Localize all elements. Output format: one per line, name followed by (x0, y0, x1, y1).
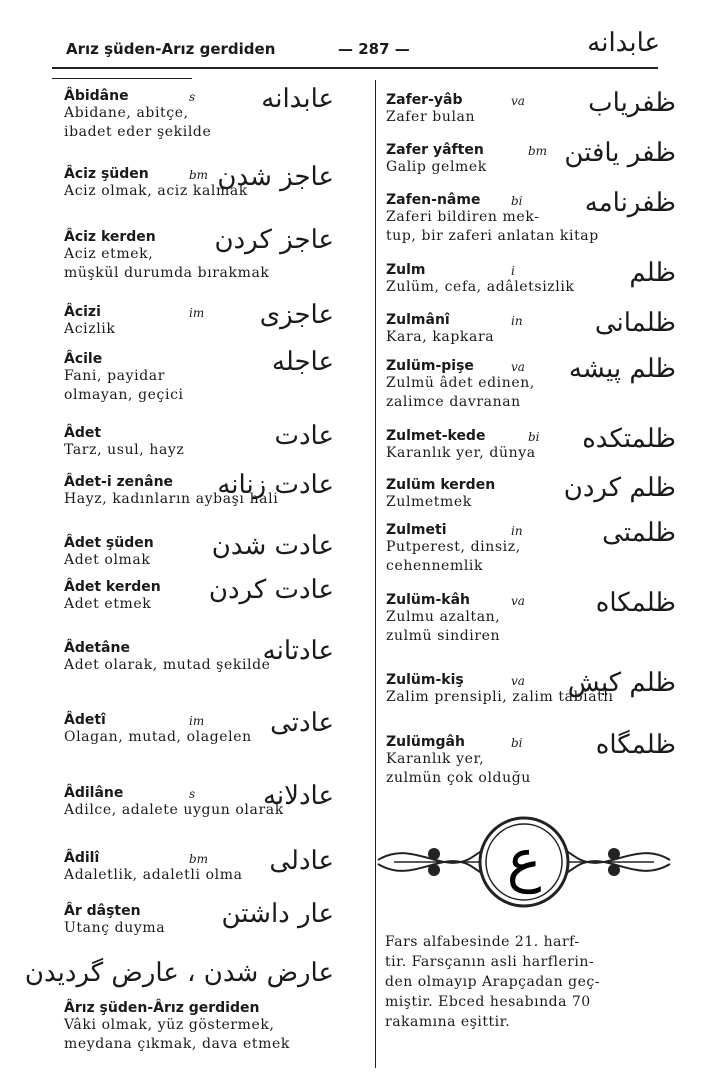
entry-arabic: عادت (274, 421, 334, 451)
entry-arabic: عادتانه (262, 636, 334, 666)
ornament-letter: ع (506, 826, 542, 894)
entry-headword: Zulmeti (386, 522, 447, 538)
dictionary-entry (386, 730, 676, 786)
page-header (0, 0, 708, 70)
note-line: den olmayıp Arapçadan geç- (385, 974, 600, 990)
entry-headword: Zulüm-kiş (386, 672, 464, 688)
entry-arabic: عادتى (270, 708, 334, 738)
entry-part-of-speech: va (511, 594, 525, 608)
entry-definition: Zulüm, cefa, adâletsizlik (386, 279, 575, 295)
dictionary-entry (386, 424, 676, 468)
entry-part-of-speech: in (511, 524, 523, 538)
entry-headword: Zafen-nâme (386, 192, 481, 208)
entry-definition: Adaletlik, adaletli olma (64, 867, 243, 883)
dictionary-entry (386, 188, 676, 244)
entry-definition: Adet olarak, mutad şekilde (64, 657, 271, 673)
note-line: miştir. Ebced hesabında 70 (385, 994, 591, 1010)
entry-arabic: عاجله (271, 347, 334, 377)
entry-headword: Zulüm-kâh (386, 592, 471, 608)
entry-definition: cehennemlik (386, 558, 484, 574)
alphabet-note (385, 932, 675, 1032)
dictionary-entry (386, 473, 676, 517)
entry-definition: Zulmü âdet edinen, (386, 375, 535, 391)
entry-arabic: عادلانه (262, 781, 334, 811)
entry-headword: Âdet şüden (64, 535, 154, 551)
entry-definition: ibadet eder şekilde (64, 124, 212, 140)
dictionary-entry (64, 899, 334, 943)
dictionary-entry (64, 347, 334, 403)
entry-part-of-speech: bi (511, 194, 523, 208)
entry-headword: Zulümgâh (386, 734, 465, 750)
dictionary-entry (386, 308, 676, 352)
entry-definition: Abidane, abitçe, (64, 105, 189, 121)
entry-arabic: ظلمتى (602, 518, 676, 548)
entry-definition: Fani, payidar (64, 368, 166, 384)
entry-arabic: عادت شدن (211, 531, 334, 561)
entry-arabic: عاجزى (259, 300, 334, 330)
entry-headword: Âbidâne (64, 88, 129, 104)
dictionary-entry (64, 781, 334, 825)
entry-arabic: عار داشتن (221, 899, 334, 929)
entry-definition: tup, bir zaferi anlatan kitap (386, 228, 599, 244)
dictionary-entry (386, 518, 676, 574)
note-line: rakamına eşittir. (385, 1014, 511, 1030)
entry-definition: Adet olmak (64, 552, 151, 568)
entry-headword: Zulm (386, 262, 426, 278)
entry-arabic: عادت زنانه (217, 470, 334, 500)
dictionary-entry (386, 258, 676, 302)
entry-definition: Zafer bulan (386, 109, 476, 125)
dictionary-entry (64, 708, 334, 752)
entry-arabic: ظلمتكده (582, 424, 676, 454)
entry-part-of-speech: s (189, 787, 196, 801)
dictionary-entry (64, 636, 334, 680)
entry-definition: Zulmu azaltan, (386, 609, 501, 625)
entry-arabic: ظفر يافتن (564, 138, 676, 168)
entry-headword: Âdilâne (64, 785, 124, 801)
entry-part-of-speech: bm (189, 852, 209, 866)
entry-part-of-speech: i (511, 264, 515, 278)
entry-headword: Âdetî (64, 712, 106, 728)
entry-definition: Adet etmek (64, 596, 152, 612)
entry-arabic: ظفرياب (588, 88, 676, 118)
dictionary-entry (64, 225, 334, 281)
entry-arabic: عاجز كردن (214, 225, 334, 255)
entry-definition: zulmün çok olduğu (386, 770, 531, 786)
entry-headword: Zulüm-pişe (386, 358, 474, 374)
entry-part-of-speech: va (511, 674, 525, 688)
entry-definition: Kara, kapkara (386, 329, 495, 345)
entry-definition: Hayz, kadınların aybaşı hali (64, 491, 279, 507)
entry-definition: Galip gelmek (386, 159, 487, 175)
entry-headword: Âdetâne (64, 640, 130, 656)
entry-headword: Âcizi (64, 304, 101, 320)
entry-arabic: عادت كردن (208, 575, 334, 605)
dictionary-entry (64, 1000, 334, 1052)
dictionary-entry (386, 138, 676, 182)
entry-definition: zulmü sindiren (386, 628, 501, 644)
entry-arabic: ظلم (629, 258, 676, 288)
entry-part-of-speech: va (511, 94, 525, 108)
entry-part-of-speech: im (189, 714, 205, 728)
entry-part-of-speech: in (511, 314, 523, 328)
entry-part-of-speech: bm (528, 144, 548, 158)
entry-headword: Zulmânî (386, 312, 450, 328)
entry-definition: Aciz etmek, (64, 246, 154, 262)
header-rule (52, 67, 658, 69)
entry-arabic: ظلم پيشه (568, 354, 676, 384)
entry-definition: olmayan, geçici (64, 387, 184, 403)
dictionary-entry (64, 162, 334, 206)
entry-headword: Âr dâşten (64, 903, 141, 919)
entry-definition: Tarz, usul, hayz (64, 442, 185, 458)
dictionary-entry (386, 588, 676, 644)
entry-headword: Âdet (64, 425, 102, 441)
entry-definition: müşkül durumda bırakmak (64, 265, 270, 281)
arabic-catchword: عابدانه (587, 28, 660, 58)
page-number: — 287 — (338, 40, 410, 58)
entry-arabic: ظلمانى (594, 308, 676, 338)
dictionary-entry (24, 956, 334, 996)
entry-headword: Âcile (64, 351, 103, 367)
entry-definition: Karanlık yer, dünya (386, 445, 536, 461)
entry-arabic: ظلمكاه (595, 588, 676, 618)
note-line: tir. Farsçanın asli harflerin- (385, 954, 595, 970)
entry-arabic: ظفرنامه (584, 188, 676, 218)
entry-definition: zalimce davranan (386, 394, 521, 410)
entry-part-of-speech: s (189, 90, 196, 104)
entry-definition: Olagan, mutad, olagelen (64, 729, 252, 745)
entry-headword: Zafer-yâb (386, 92, 463, 108)
dictionary-entry (386, 88, 676, 132)
entry-definition: Acizlik (64, 321, 116, 337)
dictionary-entry (64, 300, 334, 344)
entry-headword: Zulmet-kede (386, 428, 486, 444)
entry-part-of-speech: bi (528, 430, 540, 444)
column-divider (375, 80, 376, 1068)
entry-definition: meydana çıkmak, dava etmek (64, 1036, 290, 1052)
entry-part-of-speech: va (511, 360, 525, 374)
entry-headword: Âdet kerden (64, 579, 161, 595)
dictionary-entry (64, 84, 334, 140)
dictionary-entry (64, 421, 334, 465)
entry-headword: Ârız şüden-Ârız gerdiden (64, 1000, 260, 1016)
entry-definition: Adilce, adalete uygun olarak (64, 802, 284, 818)
entry-arabic: عاجز شدن (217, 162, 334, 192)
dictionary-entry (64, 575, 334, 619)
entry-definition: Utanç duyma (64, 920, 166, 936)
entry-headword: Âciz kerden (64, 229, 156, 245)
entry-definition: Zaferi bildiren mek- (386, 209, 540, 225)
entry-arabic: عابدانه (261, 84, 334, 114)
entry-definition: Vâki olmak, yüz göstermek, (64, 1017, 275, 1033)
entry-definition: Zalim prensipli, zalim tabiatlı (386, 689, 614, 705)
entry-definition: Aciz olmak, aciz kalmak (64, 183, 248, 199)
entry-definition: Karanlık yer, (386, 751, 485, 767)
entry-headword: Âdet-i zenâne (64, 474, 174, 490)
entry-headword: Âciz şüden (64, 166, 149, 182)
entry-arabic: عادلى (269, 846, 334, 876)
dictionary-entry (64, 470, 334, 514)
entry-headword: Âdilî (64, 850, 100, 866)
running-head: Arız şüden-Arız gerdiden (66, 40, 276, 58)
header-underline (52, 78, 192, 79)
entry-arabic: عارض شدن ، عارض گرديدن (24, 958, 334, 988)
entry-part-of-speech: bi (511, 736, 523, 750)
dictionary-entry (386, 668, 676, 712)
dictionary-entry (64, 846, 334, 890)
entry-part-of-speech: bm (189, 168, 209, 182)
letter-ornament (374, 808, 674, 916)
note-line: Fars alfabesinde 21. harf- (385, 934, 580, 950)
dictionary-entry (386, 354, 676, 410)
entry-arabic: ظلم كردن (563, 473, 676, 503)
dictionary-entry (64, 531, 334, 575)
entry-arabic: ظلمگاه (595, 730, 676, 760)
entry-headword: Zulüm kerden (386, 477, 496, 493)
entry-arabic: ظلم كيش (567, 668, 676, 698)
entry-definition: Putperest, dinsiz, (386, 539, 521, 555)
entry-headword: Zafer yâften (386, 142, 484, 158)
entry-definition: Zulmetmek (386, 494, 472, 510)
entry-part-of-speech: im (189, 306, 205, 320)
